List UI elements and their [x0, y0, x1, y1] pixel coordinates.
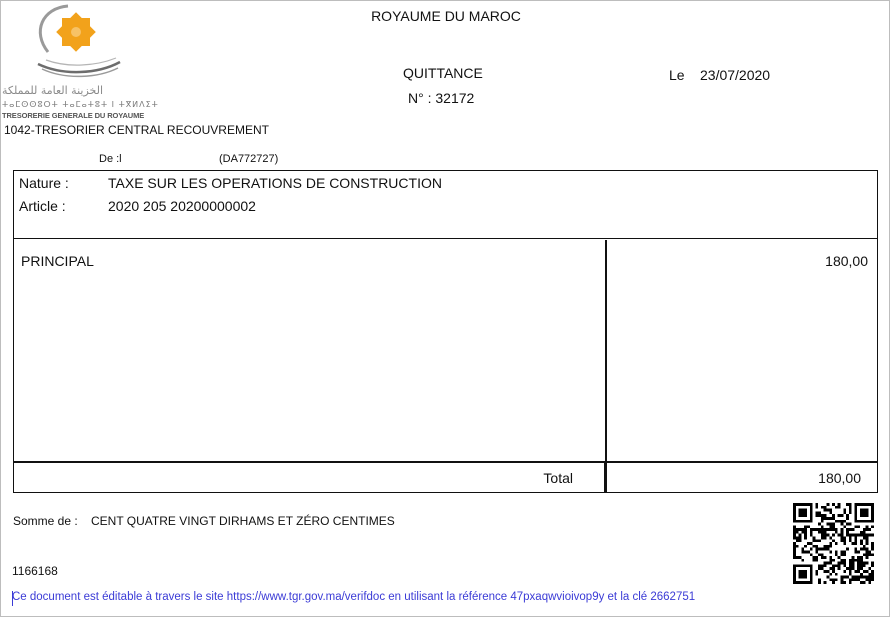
qr-code-icon	[793, 503, 874, 584]
country-title: ROYAUME DU MAROC	[371, 8, 521, 24]
amount-words-value: CENT QUATRE VINGT DIRHAMS ET ZÉRO CENTIMES	[91, 514, 395, 528]
amount-words-label: Somme de :	[13, 514, 78, 528]
article-value: 2020 205 20200000002	[108, 198, 256, 214]
article-label: Article :	[19, 198, 66, 214]
total-row	[13, 461, 878, 493]
payer-label: De :l	[99, 153, 122, 165]
nature-value: TAXE SUR LES OPERATIONS DE CONSTRUCTION	[108, 175, 442, 191]
line-item-label: PRINCIPAL	[21, 253, 94, 269]
document-type: QUITTANCE	[403, 65, 483, 81]
receipt-number: N° : 32172	[408, 90, 475, 106]
receipt-date: 23/07/2020	[700, 67, 771, 83]
verification-footer[interactable]: Ce document est éditable à travers le site https://www.tgr.gov.ma/verifdoc en utilisant la référence 47pxaqwvioivop9y et la clé 2662751	[12, 591, 696, 603]
total-column-divider	[604, 462, 607, 492]
date-label: Le	[669, 67, 685, 83]
document-code: 1166168	[12, 564, 58, 578]
office-name: 1042-TRESORIER CENTRAL RECOUVREMENT	[4, 123, 269, 137]
total-amount: 180,00	[818, 470, 861, 486]
amounts-column-divider	[605, 240, 607, 461]
logo-french-text: TRESORERIE GENERALE DU ROYAUME	[2, 111, 145, 120]
logo-tifinagh-text: ⵜⴰⵎⵙⵙⵓⵔⵜ ⵜⴰⵎⴰⵜⵓⵜ ⵏ ⵜⴳⵍⴷⵉⵜ	[2, 100, 159, 109]
amounts-table	[13, 238, 878, 463]
nature-label: Nature :	[19, 175, 69, 191]
payer-reference: (DA772727)	[219, 153, 279, 165]
total-label: Total	[543, 470, 573, 486]
logo-arabic-text: الخزينة العامة للمملكة	[2, 84, 104, 97]
line-item-amount: 180,00	[825, 253, 868, 269]
